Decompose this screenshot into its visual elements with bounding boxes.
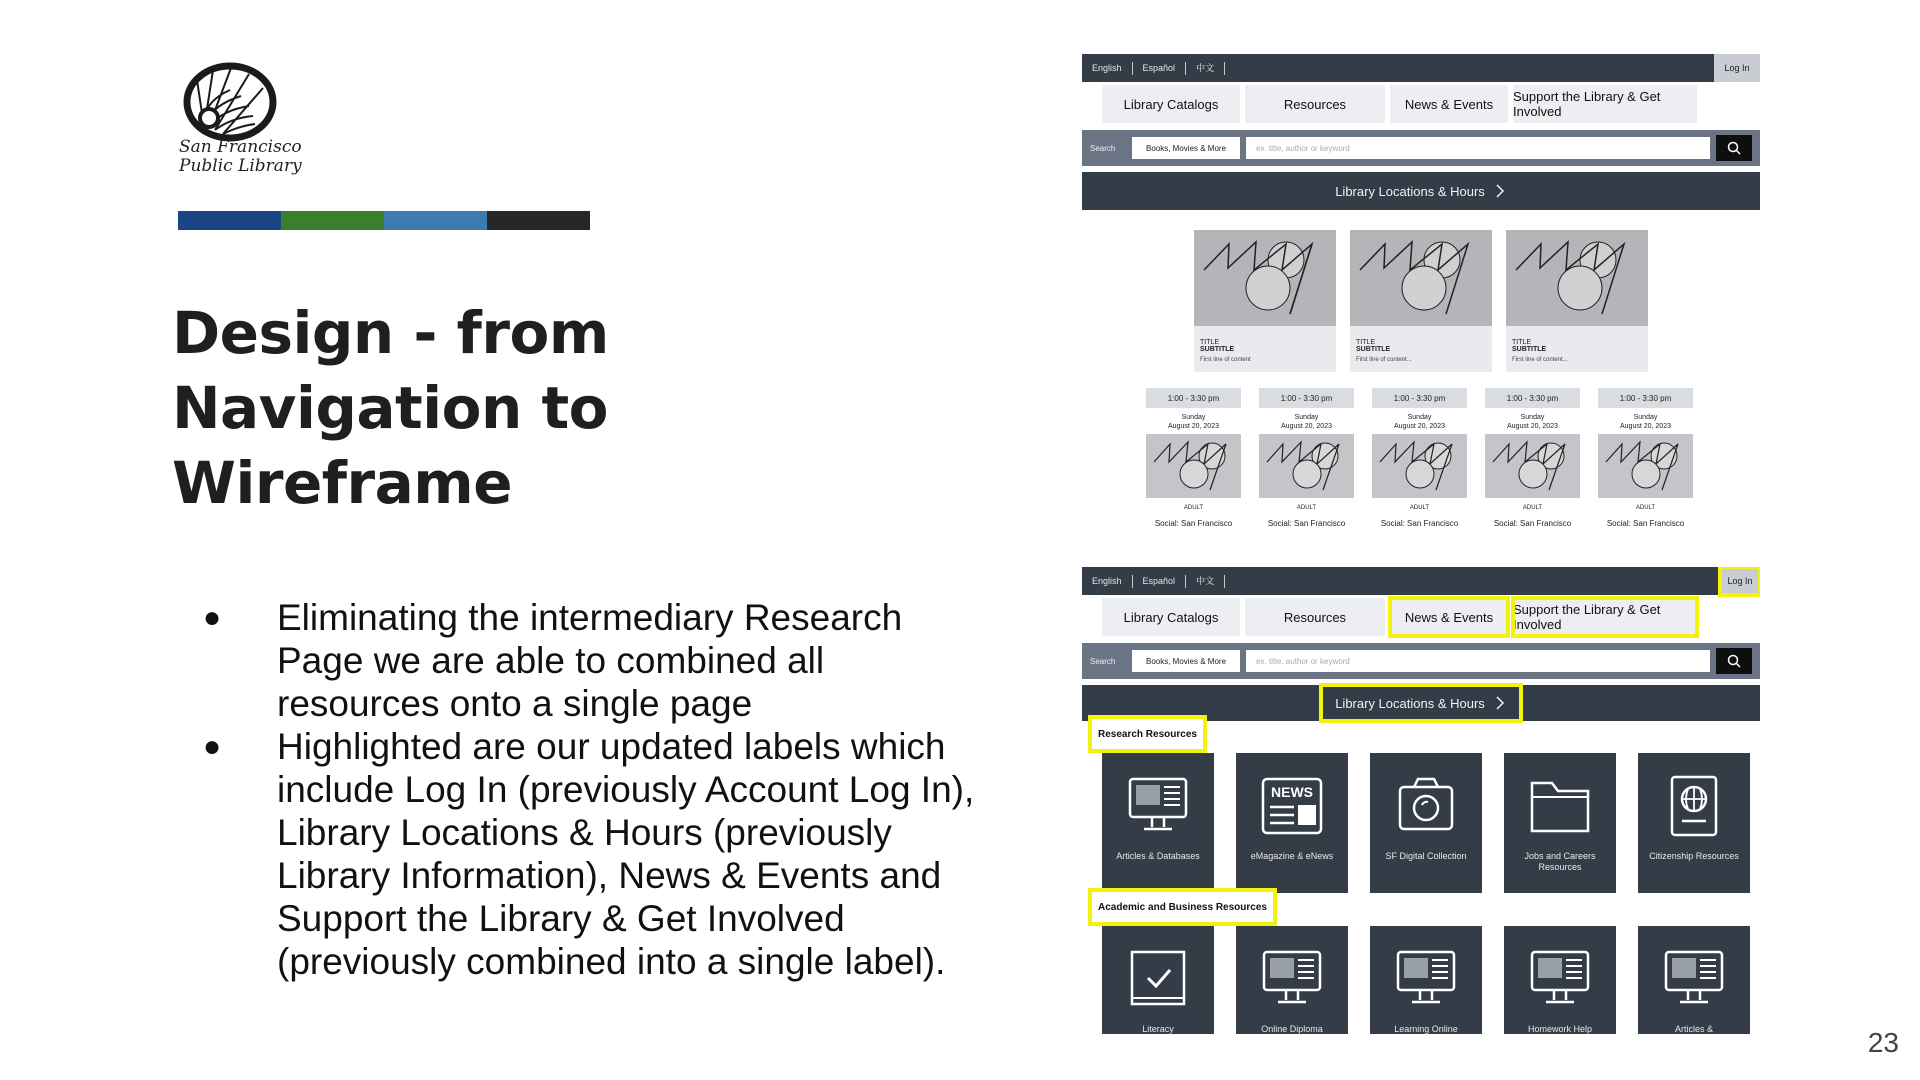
page-number: 23 — [1867, 1027, 1899, 1058]
resource-tile[interactable] — [1236, 753, 1348, 893]
lang-english[interactable]: English — [1082, 62, 1133, 75]
nav-support[interactable]: Support the Library & Get Involved — [1513, 85, 1697, 123]
nav-news-events[interactable]: News & Events — [1390, 85, 1508, 123]
event-date — [1598, 413, 1693, 431]
search-bar — [1082, 130, 1760, 166]
event-location: Social: San Francisco — [1493, 519, 1572, 528]
chevron-right-icon — [1493, 695, 1507, 711]
event-location: Social: San Francisco — [1606, 519, 1685, 528]
resource-tile[interactable] — [1370, 753, 1482, 893]
tile-label: Articles & Databases — [1116, 851, 1200, 861]
login-button[interactable]: Log In — [1720, 567, 1760, 595]
event-date — [1485, 413, 1580, 431]
event-location: Social: San Francisco — [1380, 519, 1459, 528]
lang-chinese[interactable]: 中文 — [1186, 575, 1225, 588]
placeholder-image-icon — [1506, 230, 1648, 326]
lang-espanol[interactable]: Español — [1133, 62, 1187, 75]
event-audience: ADULT — [1183, 505, 1204, 511]
monitor-icon — [1394, 948, 1458, 1010]
bullet-text: Highlighted are our updated labels which include Log In (previously Account Log In), Library Locations & Hours (previously Library Information), News & Events and Support the Library & Get Involved (previously combined into a single label). — [277, 726, 975, 982]
event-day: Sunday — [1294, 414, 1319, 421]
event-date — [1259, 413, 1354, 431]
event-time: 1:00 - 3:30 pm — [1372, 388, 1467, 408]
lang-english[interactable]: English — [1082, 575, 1133, 588]
search-bar — [1082, 643, 1760, 679]
nav-library-catalogs[interactable]: Library Catalogs — [1102, 85, 1240, 123]
event-card[interactable] — [1259, 388, 1354, 531]
lang-espanol[interactable]: Español — [1133, 575, 1187, 588]
bullet-dot-icon: ● — [203, 601, 222, 634]
card-title: TITLE — [1356, 339, 1376, 346]
search-icon — [1727, 141, 1741, 155]
wireframe-resources-page — [1082, 567, 1760, 1034]
card-content: First line of content — [1200, 357, 1251, 363]
newspaper-icon — [1260, 775, 1324, 837]
bullet-text: Eliminating the intermediary Research Page we are able to combined all resources onto a single page — [277, 597, 903, 724]
event-audience: ADULT — [1635, 505, 1656, 511]
tile-label: Literacy — [1142, 1024, 1174, 1034]
tile-label: Homework Help — [1527, 1024, 1593, 1034]
card-subtitle: SUBTITLE — [1356, 346, 1391, 353]
tile-label: Learning Online — [1394, 1024, 1458, 1034]
placeholder-image-icon — [1485, 434, 1580, 498]
tile-label: Online Diploma — [1261, 1024, 1323, 1034]
event-day: Sunday — [1520, 414, 1545, 421]
event-date-text: August 20, 2023 — [1507, 423, 1558, 430]
title-line: Wireframe — [172, 449, 513, 517]
search-input[interactable]: ex. title, author or keyword — [1246, 137, 1710, 159]
locations-label: Library Locations & Hours — [1335, 695, 1485, 711]
locations-link[interactable] — [1321, 685, 1521, 721]
card-title: TITLE — [1200, 339, 1220, 346]
nav-news-events[interactable]: News & Events — [1390, 598, 1508, 636]
main-nav — [1082, 84, 1760, 124]
brand-color-bar — [178, 211, 590, 230]
search-button[interactable] — [1716, 135, 1752, 161]
placeholder-image-icon — [1259, 434, 1354, 498]
card-content: First line of content... — [1356, 357, 1412, 363]
event-date — [1146, 413, 1241, 431]
bullet-item — [195, 596, 985, 725]
passport-icon — [1662, 775, 1726, 837]
search-label: Search — [1090, 143, 1116, 153]
locations-label: Library Locations & Hours — [1335, 183, 1485, 199]
placeholder-image-icon — [1598, 434, 1693, 498]
event-day: Sunday — [1633, 414, 1658, 421]
search-label: Search — [1090, 656, 1116, 666]
card-title: TITLE — [1512, 339, 1532, 346]
placeholder-image-icon — [1194, 230, 1336, 326]
feature-card[interactable] — [1194, 230, 1336, 372]
slide-title — [172, 296, 732, 521]
bullet-dot-icon: ● — [203, 730, 222, 763]
locations-bar — [1082, 685, 1760, 721]
color-bar-segment — [281, 211, 384, 230]
color-bar-segment — [178, 211, 281, 230]
nav-resources[interactable]: Resources — [1245, 598, 1385, 636]
tile-label: Jobs and Careers Resources — [1524, 851, 1596, 872]
search-icon — [1727, 654, 1741, 668]
event-card[interactable] — [1372, 388, 1467, 531]
title-line: Navigation to — [172, 374, 609, 442]
login-button[interactable]: Log In — [1714, 54, 1760, 82]
event-location: Social: San Francisco — [1154, 519, 1233, 528]
event-day: Sunday — [1407, 414, 1432, 421]
resource-tile[interactable] — [1638, 926, 1750, 1034]
card-content: First line of content... — [1512, 357, 1568, 363]
event-date-text: August 20, 2023 — [1168, 423, 1219, 430]
event-date-text: August 20, 2023 — [1620, 423, 1671, 430]
event-time: 1:00 - 3:30 pm — [1146, 388, 1241, 408]
event-location: Social: San Francisco — [1267, 519, 1346, 528]
event-time: 1:00 - 3:30 pm — [1259, 388, 1354, 408]
research-tiles — [1102, 753, 1750, 893]
event-audience: ADULT — [1522, 505, 1543, 511]
color-bar-segment — [384, 211, 487, 230]
placeholder-image-icon — [1146, 434, 1241, 498]
tile-label: eMagazine & eNews — [1250, 851, 1334, 861]
resource-tile[interactable] — [1504, 926, 1616, 1034]
color-bar-segment — [487, 211, 590, 230]
resource-tile[interactable] — [1638, 753, 1750, 893]
logo-line-2: Public Library — [179, 156, 302, 176]
event-date-text: August 20, 2023 — [1394, 423, 1445, 430]
event-date-text: August 20, 2023 — [1281, 423, 1332, 430]
card-subtitle: SUBTITLE — [1512, 346, 1547, 353]
event-card[interactable] — [1146, 388, 1241, 531]
folder-icon — [1528, 775, 1592, 837]
tile-label: Citizenship Resources — [1649, 851, 1739, 861]
event-date — [1372, 413, 1467, 431]
search-button[interactable] — [1716, 648, 1752, 674]
nav-resources[interactable]: Resources — [1245, 85, 1385, 123]
nav-support[interactable]: Support the Library & Get Involved — [1513, 598, 1697, 636]
monitor-icon — [1528, 948, 1592, 1010]
search-category-select[interactable]: Books, Movies & More — [1132, 650, 1240, 672]
tile-label: SF Digital Collection — [1385, 851, 1467, 861]
monitor-icon — [1662, 948, 1726, 1010]
search-input[interactable]: ex. title, author or keyword — [1246, 650, 1710, 672]
card-subtitle: SUBTITLE — [1200, 346, 1235, 353]
feature-card[interactable] — [1506, 230, 1648, 372]
event-audience: ADULT — [1409, 505, 1430, 511]
sfpl-logo-icon — [183, 60, 277, 146]
event-day: Sunday — [1181, 414, 1206, 421]
lang-chinese[interactable]: 中文 — [1186, 62, 1225, 75]
checkbox-icon — [1126, 948, 1190, 1010]
research-resources-heading: Research Resources — [1090, 717, 1205, 751]
monitor-icon — [1126, 775, 1190, 837]
language-bar — [1082, 54, 1760, 82]
wireframe-homepage — [1082, 54, 1760, 544]
search-category-select[interactable]: Books, Movies & More — [1132, 137, 1240, 159]
title-line: Design - from — [172, 299, 609, 367]
resource-tile[interactable] — [1504, 753, 1616, 893]
bullet-item — [195, 725, 985, 983]
academic-resources-heading: Academic and Business Resources — [1090, 890, 1275, 924]
event-audience: ADULT — [1296, 505, 1317, 511]
svg-text:NEWS: NEWS — [1271, 784, 1313, 800]
chevron-right-icon — [1493, 183, 1507, 199]
events-row — [1146, 388, 1693, 531]
event-card[interactable] — [1598, 388, 1693, 531]
event-time: 1:00 - 3:30 pm — [1485, 388, 1580, 408]
resource-tile[interactable] — [1102, 753, 1214, 893]
resource-tile[interactable] — [1102, 926, 1214, 1034]
bullet-list — [195, 596, 985, 983]
event-time: 1:00 - 3:30 pm — [1598, 388, 1693, 408]
nav-library-catalogs[interactable]: Library Catalogs — [1102, 598, 1240, 636]
main-nav — [1082, 597, 1760, 637]
academic-tiles — [1102, 926, 1750, 1034]
placeholder-image-icon — [1350, 230, 1492, 326]
logo-line-1: San Francisco — [179, 137, 302, 157]
camera-icon — [1394, 775, 1458, 837]
tile-label: Articles & — [1674, 1024, 1713, 1034]
locations-bar[interactable] — [1082, 172, 1760, 210]
placeholder-image-icon — [1372, 434, 1467, 498]
event-card[interactable] — [1485, 388, 1580, 531]
resource-tile[interactable] — [1236, 926, 1348, 1034]
featured-cards — [1194, 230, 1648, 372]
resource-tile[interactable] — [1370, 926, 1482, 1034]
monitor-icon — [1260, 948, 1324, 1010]
language-bar — [1082, 567, 1760, 595]
feature-card[interactable] — [1350, 230, 1492, 372]
sfpl-logo-text — [179, 138, 302, 176]
